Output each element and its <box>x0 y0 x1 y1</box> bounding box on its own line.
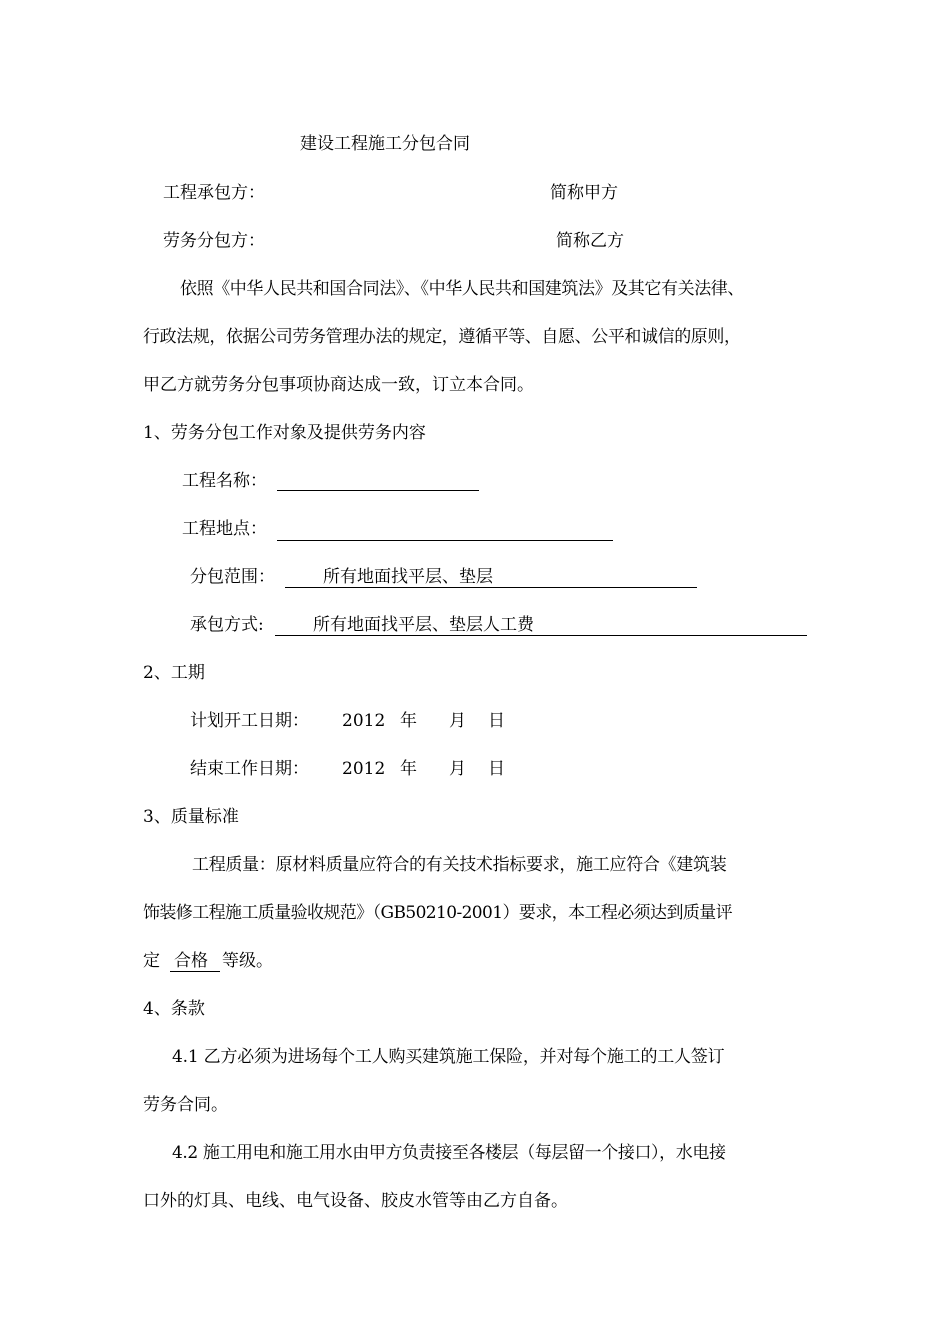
start-year-unit: 年 <box>400 711 417 731</box>
project-site-label: 工程地点： <box>182 519 267 539</box>
method-label: 承包方式: <box>190 615 264 635</box>
start-month-unit: 月 <box>449 711 466 731</box>
preamble-line-3: 甲乙方就劳务分包事项协商达成一致，订立本合同。 <box>143 375 534 395</box>
contractor-short-name: 简称甲方 <box>550 183 618 203</box>
subcontractor-label: 劳务分包方： <box>163 231 265 251</box>
subcontractor-short-name: 简称乙方 <box>556 231 624 251</box>
section-1-heading: 1、劳务分包工作对象及提供劳务内容 <box>143 423 426 443</box>
project-name-label: 工程名称： <box>182 471 267 491</box>
project-name-blank-line <box>277 490 479 491</box>
quality-line-1: 工程质量：原材料质量应符合的有关技术指标要求，施工应符合《建筑装 <box>192 855 727 875</box>
section-3-heading: 3、质量标准 <box>143 807 239 827</box>
clause-4-2-line-1: 4.2 施工用电和施工用水由甲方负责接至各楼层（每层留一个接口），水电接 <box>172 1143 726 1163</box>
contractor-label: 工程承包方： <box>163 183 265 203</box>
section-2-heading: 2、工期 <box>143 663 205 683</box>
quality-line-3-prefix: 定 <box>143 951 160 971</box>
document-title: 建设工程施工分包合同 <box>300 134 470 154</box>
end-year-unit: 年 <box>400 759 417 779</box>
section-4-heading: 4、条款 <box>143 999 205 1019</box>
clause-4-1-line-2: 劳务合同。 <box>143 1095 228 1115</box>
start-day-unit: 日 <box>488 711 505 731</box>
quality-line-2: 饰装修工程施工质量验收规范》（GB50210-2001）要求，本工程必须达到质量评 <box>143 903 733 923</box>
end-month-unit: 月 <box>449 759 466 779</box>
start-year: 2012 <box>342 711 386 731</box>
end-year: 2012 <box>342 759 386 779</box>
method-value: 所有地面找平层、垫层人工费 <box>313 615 534 635</box>
end-date-label: 结束工作日期： <box>190 759 309 779</box>
quality-line-3-suffix: 等级。 <box>222 951 273 971</box>
start-date-label: 计划开工日期： <box>190 711 309 731</box>
scope-value: 所有地面找平层、垫层 <box>323 567 493 587</box>
scope-label: 分包范围： <box>190 567 275 587</box>
end-day-unit: 日 <box>488 759 505 779</box>
quality-grade: 合格 <box>174 951 208 971</box>
clause-4-2-line-2: 口外的灯具、电线、电气设备、胶皮水管等由乙方自备。 <box>143 1191 568 1211</box>
preamble-line-1: 依照《中华人民共和国合同法》、《中华人民共和国建筑法》及其它有关法律、 <box>180 279 744 299</box>
project-site-blank-line <box>277 540 613 541</box>
scope-underline <box>285 587 697 588</box>
quality-grade-underline <box>170 971 220 972</box>
method-underline <box>275 635 807 636</box>
preamble-line-2: 行政法规，依据公司劳务管理办法的规定，遵循平等、自愿、公平和诚信的原则， <box>143 327 741 347</box>
clause-4-1-line-1: 4.1 乙方必须为进场每个工人购买建筑施工保险，并对每个施工的工人签订 <box>172 1047 725 1067</box>
